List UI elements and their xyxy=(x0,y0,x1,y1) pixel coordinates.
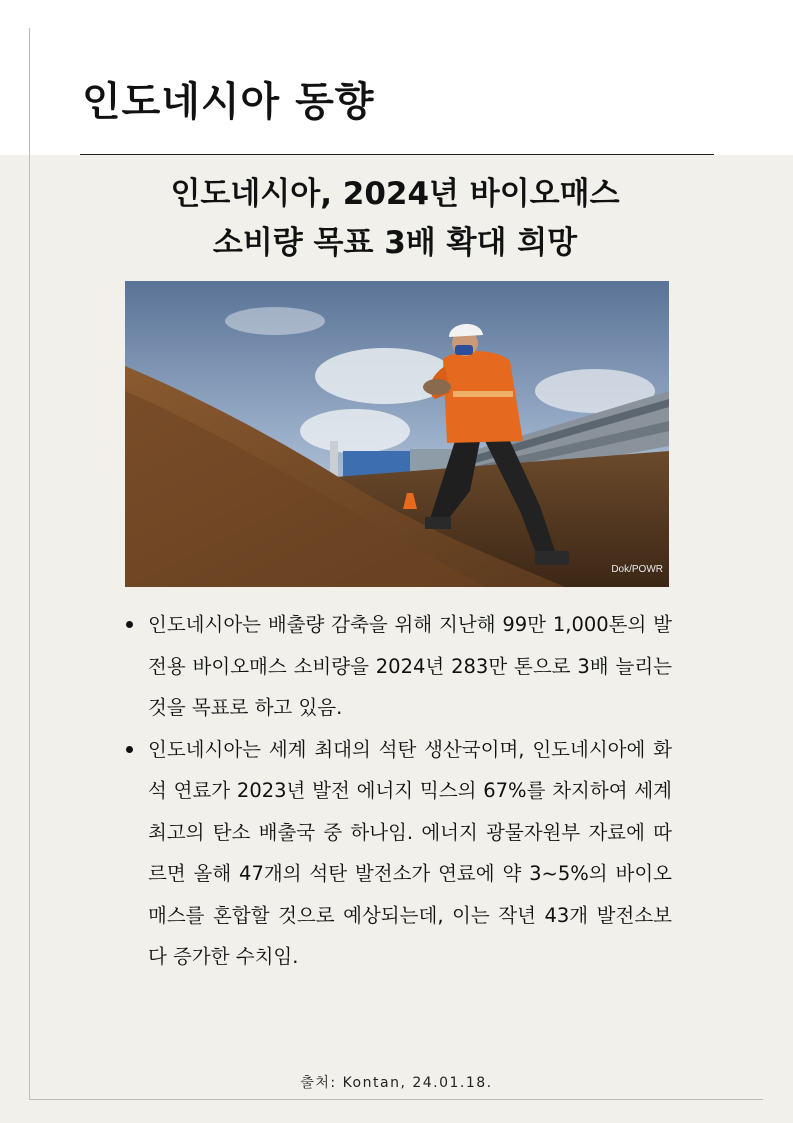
headline-line-1: 인도네시아, 2024년 바이오매스 xyxy=(170,176,620,212)
bullet-text-2: 인도네시아는 세계 최대의 석탄 생산국이며, 인도네시아에 화석 연료가 2023년 발전 에너지 믹스의 67%를 차지하여 세계 최고의 탄소 배출국 중 하나임. 에너지 광물자원부 자료에 따르면 올해 47개의 석탄 발전소가 연료에 약 3~5%의 바이오매스를 혼합할 것으로 예상되는데, 이는 작년 43개 발전소보다 증가한 수치임. xyxy=(148,737,672,968)
bullet-item-1 xyxy=(120,604,672,729)
bullet-dot-icon xyxy=(126,746,133,753)
left-margin-rule xyxy=(29,28,30,1100)
bullet-dot-icon xyxy=(126,621,133,628)
biomass-worker-illustration xyxy=(125,281,669,587)
photo-credit: Dok/POWR xyxy=(611,564,663,575)
article-photo xyxy=(125,281,669,587)
section-title: 인도네시아 동향 xyxy=(82,79,375,125)
title-divider xyxy=(80,154,714,155)
bottom-margin-rule xyxy=(29,1099,763,1100)
bullet-item-2 xyxy=(120,729,672,978)
article-bullet-list xyxy=(120,604,672,978)
source-citation: 출처: Kontan, 24.01.18. xyxy=(300,1075,493,1091)
headline-line-2: 소비량 목표 3배 확대 희망 xyxy=(212,225,578,261)
bullet-text-1: 인도네시아는 배출량 감축을 위해 지난해 99만 1,000톤의 발전용 바이오매스 소비량을 2024년 283만 톤으로 3배 늘리는 것을 목표로 하고 있음. xyxy=(148,613,672,719)
article-headline xyxy=(90,170,700,268)
